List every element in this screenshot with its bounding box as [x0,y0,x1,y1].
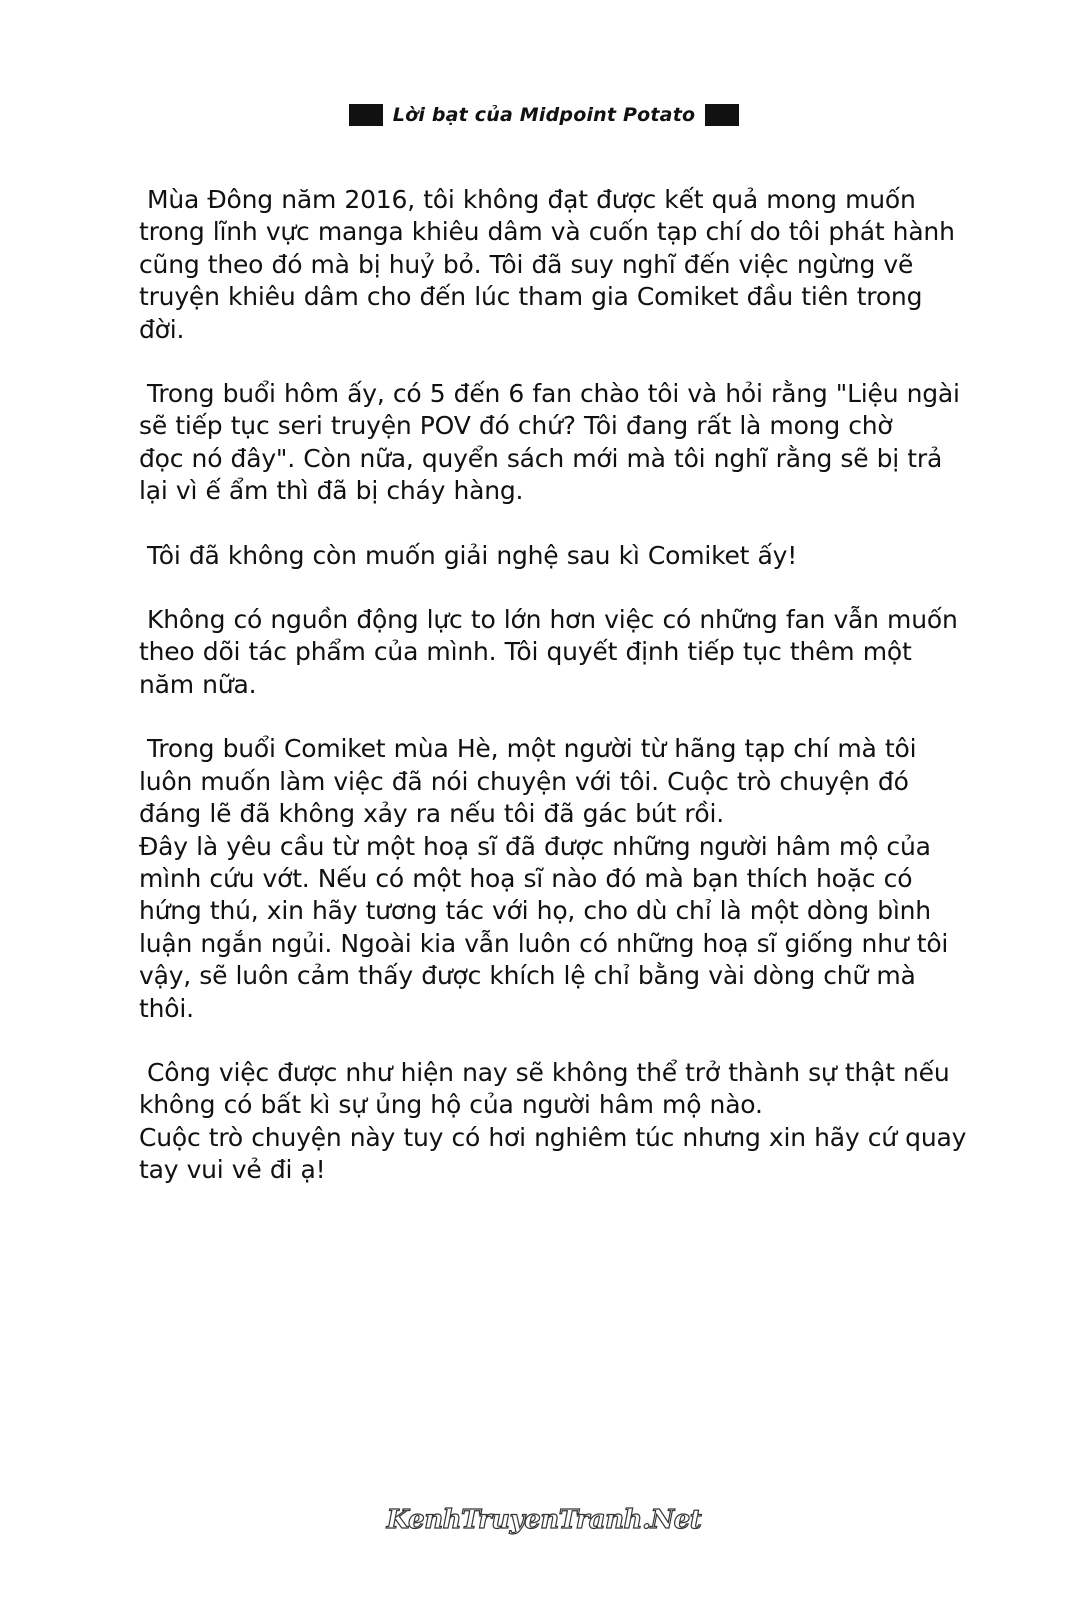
header-right-block [705,104,739,126]
text-line: Công việc được như hiện nay sẽ không thể trở thành sự thật nếu [147,1057,950,1087]
text-line: đọc nó đây". Còn nữa, quyển sách mới mà tôi nghĩ rằng sẽ bị trả [139,443,943,473]
text-line: Trong buổi Comiket mùa Hè, một người từ hãng tạp chí mà tôi [147,734,917,764]
text-line: Mùa Đông năm 2016, tôi không đạt được kết quả mong muốn [147,185,916,214]
text-line: không có bất kì sự ủng hộ của người hâm mộ nào. [139,1090,763,1120]
text-line: đáng lẽ đã không xảy ra nếu tôi đã gác bút rồi. [139,799,724,829]
paragraph-4 [139,604,979,701]
text-line: tay vui vẻ đi ạ! [139,1155,326,1185]
text-line: hứng thú, xin hãy tương tác với họ, cho dù chỉ là một dòng bình [139,896,931,926]
text-line: cũng theo đó mà bị huỷ bỏ. Tôi đã suy nghĩ đến việc ngừng vẽ [139,249,914,279]
text-line: mình cứu vớt. Nếu có một hoạ sĩ nào đó mà bạn thích hoặc có [139,863,913,893]
text-line: sẽ tiếp tục seri truyện POV đó chứ? Tôi đang rất là mong chờ [139,411,893,441]
text-line: Trong buổi hôm ấy, có 5 đến 6 fan chào tôi và hỏi rằng "Liệu ngài [147,379,960,409]
paragraph-2 [139,378,979,508]
text-line: lại vì ế ẩm thì đã bị cháy hàng. [139,476,524,506]
afterword-body [139,184,979,1219]
text-line: Tôi đã không còn muốn giải nghệ sau kì Comiket ấy! [147,540,798,570]
page-header [0,104,1088,126]
text-line: trong lĩnh vực manga khiêu dâm và cuốn tạp chí do tôi phát hành [139,217,955,247]
text-line: Không có nguồn động lực to lớn hơn việc có những fan vẫn muốn [147,605,958,635]
paragraph-5 [139,733,979,1025]
text-line: luôn muốn làm việc đã nói chuyện với tôi. Cuộc trò chuyện đó [139,766,909,796]
text-line: theo dõi tác phẩm của mình. Tôi quyết định tiếp tục thêm một [139,637,912,667]
site-watermark: KenhTruyenTranh.Net [386,1505,702,1535]
text-line: Cuộc trò chuyện này tuy có hơi nghiêm túc nhưng xin hãy cứ quay [139,1122,967,1152]
paragraph-6 [139,1057,979,1187]
paragraph-1 [139,184,979,346]
text-line: vậy, sẽ luôn cảm thấy được khích lệ chỉ bằng vài dòng chữ mà [139,961,916,991]
page-footer [0,1505,1088,1535]
text-line: năm nữa. [139,669,257,699]
paragraph-3 [139,540,979,572]
header-left-block [349,104,383,126]
page-title: Lời bạt của Midpoint Potato [392,104,696,126]
text-line: Đây là yêu cầu từ một hoạ sĩ đã được những người hâm mộ của [139,831,931,861]
text-line: đời. [139,314,185,344]
text-line: thôi. [139,993,194,1023]
text-line: luận ngắn ngủi. Ngoài kia vẫn luôn có những hoạ sĩ giống như tôi [139,928,949,958]
text-line: truyện khiêu dâm cho đến lúc tham gia Comiket đầu tiên trong [139,282,923,312]
